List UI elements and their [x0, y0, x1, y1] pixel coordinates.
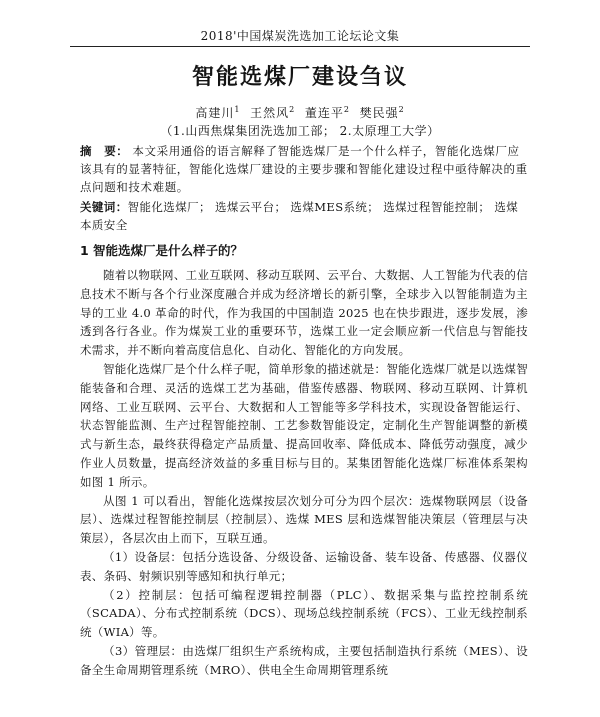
keywords-text: 智能化选煤厂； 选煤云平台； 选煤MES系统； 选煤过程智能控制； 选煤本质安全	[80, 200, 519, 232]
paragraph: 随着以物联网、工业互联网、移动互联网、云平台、大数据、人工智能为代表的信息技术不断与各个行业深度融合并成为经济增长的新引擎，全球步入以智能制造为主导的工业 4.0 革命的时代，作为我国的中国制造 2025 也在快步跟进，逐步发展，渗透到各行各业。作为煤炭工业的重要环节，选煤工业一定会顺应新一代信息与智能技术需求，并不断向着高度信息化、自动化、智能化的方向发展。	[80, 268, 528, 358]
paragraph: 智能化选煤厂是个什么样子呢，简单形象的描述就是：智能化选煤厂就是以选煤智能装备和合理、灵活的选煤工艺为基础，借鉴传感器、物联网、移动互联网、计算机网络、工业互联网、云平台、大数据和人工智能等多学科技术，实现设备智能运行、状态智能监测、生产过程智能控制、工艺参数智能设定，定制化生产智能调整的新模式与新生态，最终获得稳定产品质量、提高回收率、降低成本、降低劳动强度，减少作业人员数量，提高经济效益的多重目标与目的。某集团智能化选煤厂标准体系架构如图 1 所示。	[80, 361, 528, 489]
paper-title: 智能选煤厂建设刍议	[191, 65, 408, 90]
author: 高建川$^1$	[195, 105, 241, 120]
paragraph: （2）控制层：包括可编程逻辑控制器（PLC）、数据采集与监控控制系统（SCADA）、分布式控制系统（DCS）、现场总线控制系统（FCS）、工业无线控制系统（WIA）等。	[80, 587, 528, 640]
abstract-label: 摘 要：	[80, 144, 129, 158]
keywords	[80, 198, 528, 234]
author: 樊民强$^2$	[359, 105, 405, 120]
paragraph: 从图 1 可以看出，智能化选煤按层次划分可分为四个层次：选煤物联网层（设备层）、选煤过程智能控制层（控制层）、选煤 MES 层和选煤智能决策层（管理层与决策层），各层次由上而下，互联互通。	[80, 493, 528, 546]
body-text	[80, 266, 528, 680]
running-head: 2018'中国煤炭洗选加工论坛论文集	[200, 29, 400, 43]
author-list	[0, 104, 600, 121]
section-heading: 1 智能选煤厂是什么样子的？	[80, 243, 244, 258]
abstract-text: 本文采用通俗的语言解释了智能选煤厂是一个什么样子，智能化选煤厂应该具有的显著特征，智能化选煤厂建设的主要步骤和智能化建设过程中亟待解决的重点问题和技术难题。	[80, 144, 528, 194]
abstract	[80, 142, 528, 196]
author: 董连平$^2$	[304, 105, 350, 120]
paragraph: （3）管理层：由选煤厂组织生产系统构成，主要包括制造执行系统（MES）、设备全生命周期管理系统（MRO）、供电全生命周期管理系统	[80, 643, 528, 677]
keywords-label: 关键词：	[80, 200, 128, 214]
author: 王然风$^2$	[250, 105, 296, 120]
affiliation: （1.山西焦煤集团洗选加工部； 2.太原理工大学）	[160, 124, 440, 138]
paragraph: （1）设备层：包括分选设备、分级设备、运输设备、装车设备、传感器、仪器仪表、条码、射频识别等感知和执行单元；	[80, 549, 528, 583]
header-rule	[70, 46, 530, 47]
